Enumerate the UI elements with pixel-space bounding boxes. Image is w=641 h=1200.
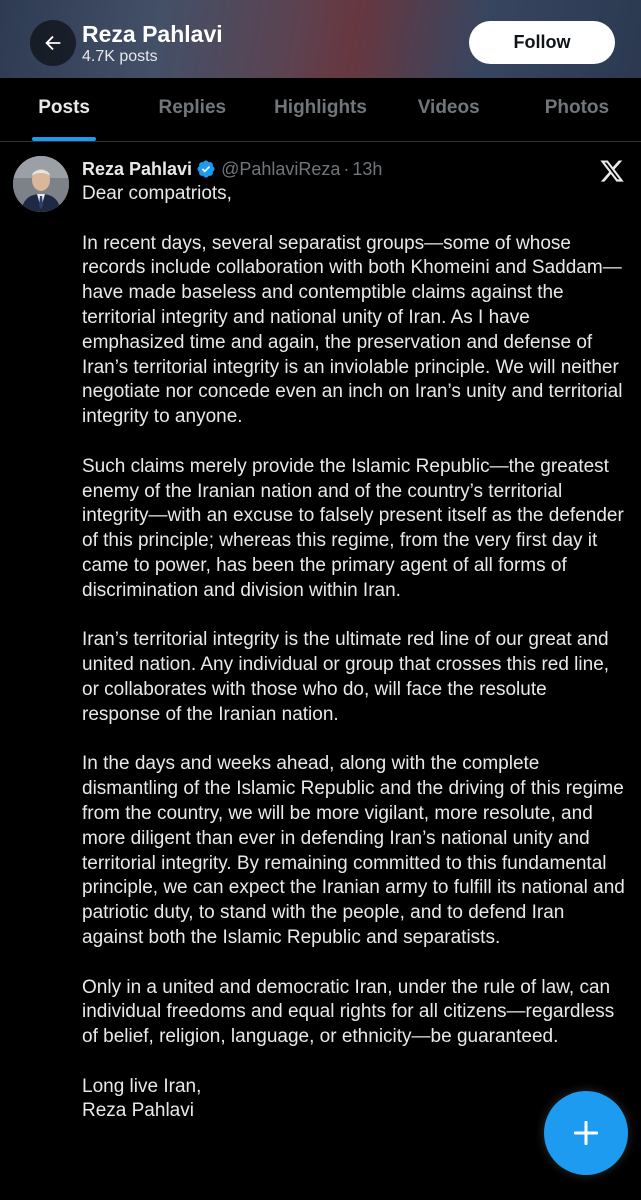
tab-videos[interactable]: Videos — [417, 97, 480, 118]
meta-separator: · — [343, 158, 350, 179]
author-name[interactable]: Reza Pahlavi — [82, 158, 193, 179]
compose-post-button[interactable] — [544, 1091, 628, 1175]
post — [0, 142, 641, 1200]
arrow-left-icon — [42, 32, 64, 54]
post-paragraph: Dear compatriots, — [82, 183, 232, 204]
profile-header — [0, 0, 641, 78]
tab-posts[interactable]: Posts — [0, 78, 128, 141]
tab-replies[interactable]: Replies — [158, 97, 227, 118]
author-handle[interactable]: @PahlaviReza — [221, 158, 341, 179]
profile-tabs — [0, 78, 641, 142]
post-body — [82, 182, 630, 1124]
post-header — [82, 156, 382, 182]
post-paragraph: In recent days, several separatist groups—some of whose records include collaboration with both Khomeini and Saddam—have made baseless and contemptible claims against the territorial integrity and national unity of Iran. As I have emphasized time and again, the preservation and defense of Iran’s territorial integrity is an inviolable principle. We will neither negotiate nor concede even an inch on Iran’s unity and territorial integrity to anyone. — [82, 232, 623, 428]
tab-photos[interactable]: Photos — [544, 97, 610, 118]
profile-title: Reza Pahlavi — [82, 21, 223, 47]
post-signoff: Long live Iran, Reza Pahlavi — [82, 1075, 202, 1122]
avatar-portrait-icon — [13, 156, 69, 212]
post-paragraph: In the days and weeks ahead, along with the complete dismantling of the Islamic Republic and the driving of this regime from the country, we will be more vigilant, more resolute, and more diligent than ever in defending Iran’s national unity and territorial integrity. By remaining committed to this fundamental principle, we can expect the Iranian army to fulfill its national and patriotic duty, to stand with the people, and to defend Iran against both the Islamic Republic and separatists. — [82, 753, 625, 948]
back-button[interactable] — [30, 20, 76, 66]
header-title-block — [82, 20, 223, 66]
post-paragraph: Iran’s territorial integrity is the ultimate red line of our great and united nation. Any individual or group that crosses this red line, or collaborates with those who do, will face the resolute response of the Iranian nation. — [82, 629, 610, 725]
posts-count: 4.7K posts — [82, 48, 158, 65]
avatar[interactable] — [13, 156, 69, 212]
verified-badge-icon — [196, 159, 216, 179]
post-time[interactable]: 13h — [352, 158, 383, 179]
post-paragraph: Only in a united and democratic Iran, under the rule of law, can individual freedoms and equal rights for all citizens—regardless of belief, religion, language, or ethnicity—be guaranteed. — [82, 976, 615, 1048]
tab-highlights[interactable]: Highlights — [274, 97, 367, 118]
plus-icon — [571, 1118, 601, 1148]
post-paragraph: Such claims merely provide the Islamic Republic—the greatest enemy of the Iranian nation and of the country’s territorial integrity—with an excuse to falsely present itself as the defender of this principle; whereas this regime, from the very first day it came to power, has been the primary agent of all forms of discrimination and division within Iran. — [82, 455, 624, 601]
follow-button[interactable]: Follow — [469, 21, 615, 64]
x-logo-icon — [599, 158, 625, 184]
